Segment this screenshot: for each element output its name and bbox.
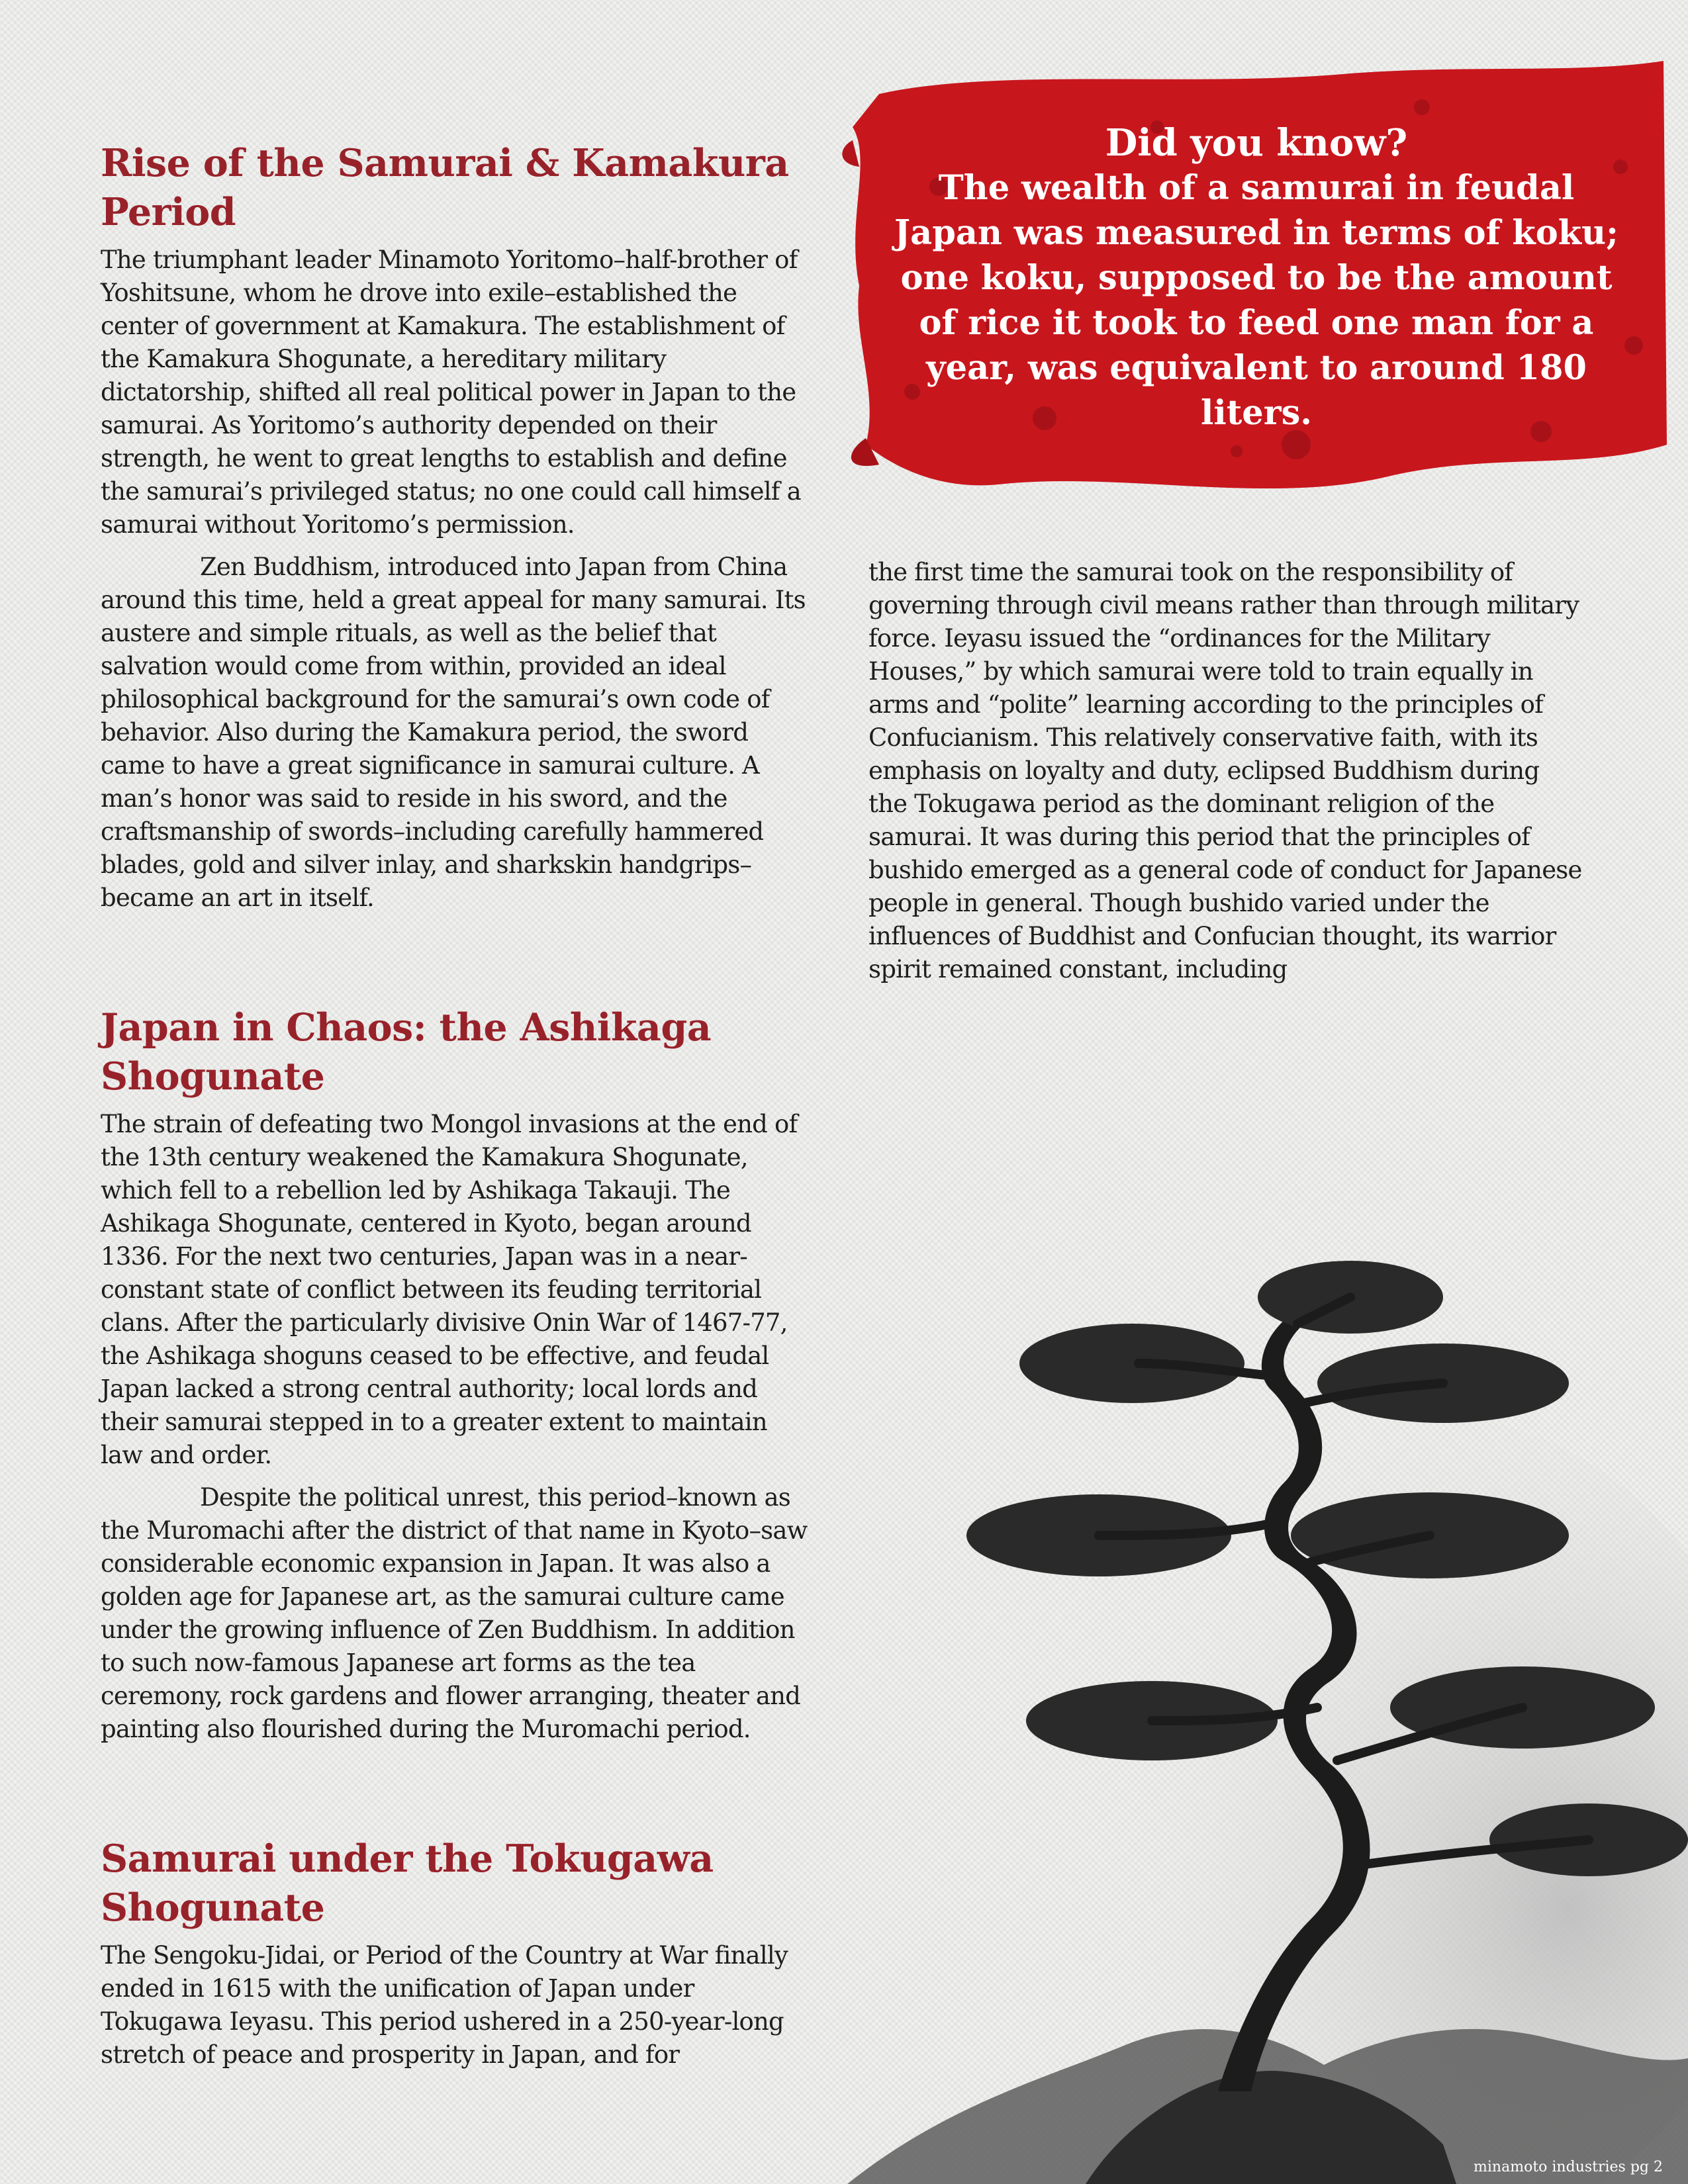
section-heading-kamakura: Rise of the Samurai & Kamakura Period [101,141,789,234]
paragraph: The triumphant leader Minamoto Yoritomo–half-brother of Yoshitsune, whom he drove into exile–established the center of government at Kamakura. The establishment of the Kamakura Shogunate, a hereditary military dictatorship, shifted all real political power in Japan to the samurai. As Yoritomo’s authority depended on their strength, he went to great lengths to establish and define the samurai’s privileged status; no one could call himself a samurai without Yoritomo’s permission. [101,246,801,539]
paragraph: The strain of defeating two Mongol invasions at the end of the 13th century weakened the Kamakura Shogunate, which fell to a rebellion led by Ashikaga Takauji. The Ashikaga Shogunate, centered in Kyoto, began around 1336. For the next two centuries, Japan was in a near-constant state of conflict between its feuding territorial clans. After the particularly divisive Onin War of 1467-77, the Ashikaga shoguns ceased to be effective, and feudal Japan lacked a strong central authority; local lords and their samurai stepped in to a greater extent to maintain law and order. [101,1110,798,1469]
left-column [101,139,816,2081]
callout-body: The wealth of a samurai in feudal Japan was measured in terms of koku; one koku, supposed to be the amount of rice it took to feed one man for a year, was equivalent to around 180 liters. [894,168,1618,433]
section-heading-tokugawa: Samurai under the Tokugawa Shogunate [101,1837,714,1930]
right-column [868,556,1583,995]
callout-title: Did you know? [1105,121,1408,165]
paragraph: Zen Buddhism, introduced into Japan from China around this time, held a great appeal for many samurai. Its austere and simple rituals, as well as the belief that salvation would come from within, provided an ideal philosophical background for the samurai’s own code of behavior. Also during the Kamakura period, the sword came to have a great significance in samurai culture. A man’s honor was said to reside in his sword, and the craftsmanship of swords–including carefully hammered blades, gold and silver inlay, and sharkskin handgrips–became an art in itself. [101,553,806,912]
continuation-paragraph: the first time the samurai took on the responsibility of governing through civil means rather than through military force. Ieyasu issued the “ordinances for the Military Houses,” by which samurai were told to train equally in arms and “polite” learning according to the principles of Confucianism. This relatively conservative faith, with its emphasis on loyalty and duty, eclipsed Buddhism during the Tokugawa period as the dominant religion of the samurai. It was during this period that the principles of bushido emerged as a general code of conduct for Japanese people in general. Though bushido varied under the influences of Buddhist and Confucian thought, its warrior spirit remained constant, including [868,558,1582,983]
section-heading-ashikaga: Japan in Chaos: the Ashikaga Shogunate [101,1005,712,1099]
paragraph: Despite the political unrest, this period–known as the Muromachi after the district of that name in Kyoto–saw considerable economic expansion in Japan. It was also a golden age for Japanese art, as the samurai culture came under the growing influence of Zen Buddhism. In addition to such now-famous Japanese art forms as the tea ceremony, rock gardens and flower arranging, theater and painting also flourished during the Muromachi period. [101,1483,808,1743]
paragraph: The Sengoku-Jidai, or Period of the Country at War finally ended in 1615 with the unification of Japan under Tokugawa Ieyasu. This period ushered in a 250-year-long stretch of peace and prosperity in Japan, and for [101,1941,788,2069]
pine-tree-illustration [847,1165,1688,2184]
page-footer: minamoto industries pg 2 [1474,2159,1663,2175]
did-you-know-callout [839,48,1667,498]
